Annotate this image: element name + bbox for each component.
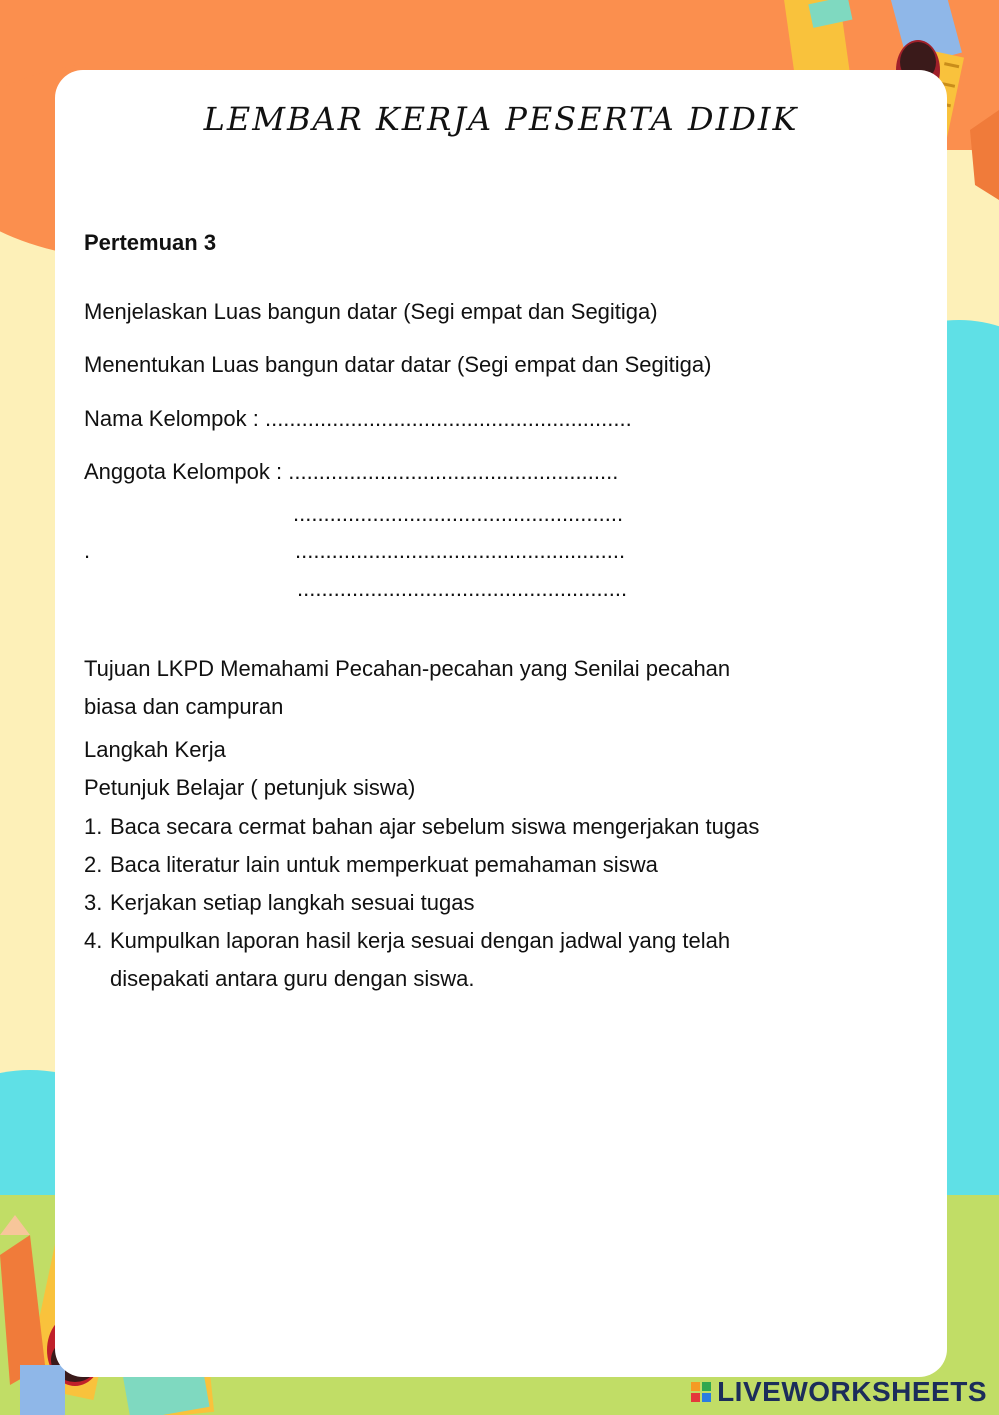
instructions-list bbox=[84, 808, 804, 998]
list-item-text: Baca literatur lain untuk memperkuat pemahaman siswa bbox=[110, 852, 658, 877]
list-item bbox=[84, 846, 804, 884]
member-blank-4[interactable]: ...................................................... bbox=[297, 576, 628, 601]
list-item-number: 1. bbox=[84, 814, 103, 839]
page-title: LEMBAR KERJA PESERTA DIDIK bbox=[203, 100, 799, 138]
group-name-row bbox=[84, 406, 632, 432]
group-name-blank[interactable]: ............................................................ bbox=[264, 406, 632, 431]
member-blank-2[interactable]: ...................................................... bbox=[293, 501, 624, 526]
list-item-text: Kerjakan setiap langkah sesuai tugas bbox=[110, 890, 475, 915]
watermark-text: LIVEWORKSHEETS bbox=[717, 1376, 987, 1407]
list-item-text: Kumpulkan laporan hasil kerja sesuai dengan jadwal yang telah disepakati antara guru dengan siswa. bbox=[110, 928, 731, 991]
objective-2: Menentukan Luas bangun datar datar (Segi empat dan Segitiga) bbox=[84, 352, 712, 377]
meeting-label: Pertemuan 3 bbox=[84, 230, 217, 255]
list-item-text: Baca secara cermat bahan ajar sebelum siswa mengerjakan tugas bbox=[110, 814, 760, 839]
goal-text: Tujuan LKPD Memahami Pecahan-pecahan yang Senilai pecahan biasa dan campuran bbox=[84, 656, 731, 719]
stray-mark: . bbox=[84, 538, 91, 563]
list-item-number: 3. bbox=[84, 890, 103, 915]
list-item bbox=[84, 808, 804, 846]
instructions-heading: Petunjuk Belajar ( petunjuk siswa) bbox=[84, 775, 416, 800]
member-blank-1[interactable]: ...................................................... bbox=[288, 459, 619, 484]
members-label: Anggota Kelompok : bbox=[84, 459, 289, 484]
liveworksheets-mark-icon bbox=[691, 1382, 711, 1402]
steps-heading: Langkah Kerja bbox=[84, 737, 226, 762]
list-item bbox=[84, 922, 804, 998]
list-item-number: 4. bbox=[84, 928, 103, 953]
list-item bbox=[84, 884, 804, 922]
liveworksheets-logo bbox=[691, 1376, 987, 1408]
members-row bbox=[84, 459, 618, 485]
list-item-number: 2. bbox=[84, 852, 103, 877]
group-name-label: Nama Kelompok : bbox=[84, 406, 265, 431]
member-blank-3[interactable]: ...................................................... bbox=[295, 538, 626, 563]
objective-1: Menjelaskan Luas bangun datar (Segi empat dan Segitiga) bbox=[84, 299, 658, 324]
